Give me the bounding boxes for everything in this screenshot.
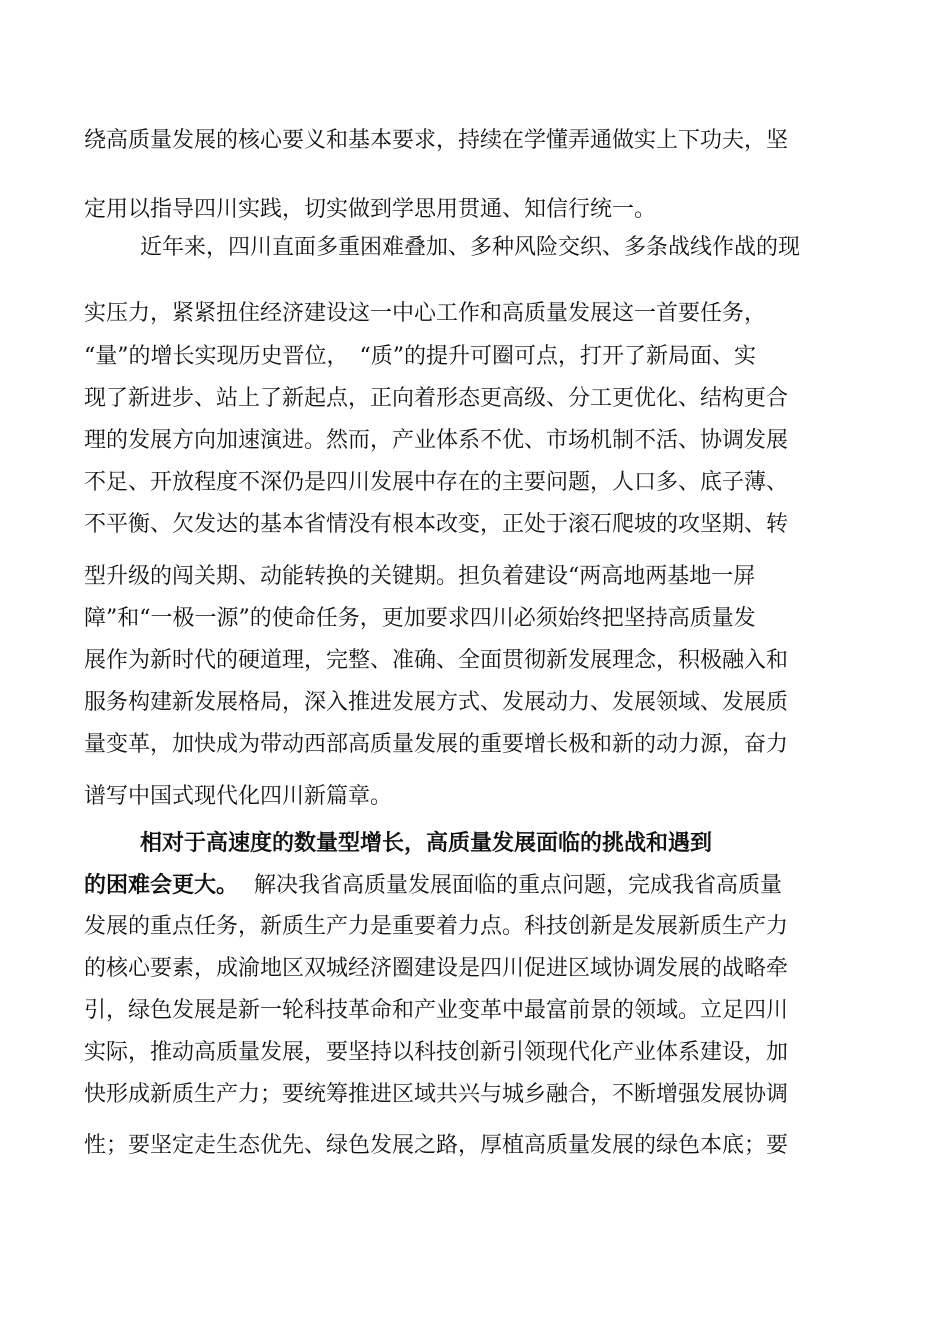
text-line: 型升级的闯关期、动能转换的关键期。担负着建设“两高地两基地一屏 [84, 564, 756, 589]
text-line: 实压力，紧紧扭住经济建设这一中心工作和高质量发展这一首要任务， [84, 301, 767, 326]
bold-heading-line: 相对于高速度的数量型增长，高质量发展面临的挑战和遇到 [140, 830, 713, 856]
text-line: 障”和“一极一源”的使命任务，更加要求四川必须始终把坚持高质量发 [84, 606, 756, 631]
text-line: 发展的重点任务，新质生产力是重要着力点。科技创新是发展新质生产力 [84, 914, 789, 939]
text-line: 的核心要素，成渝地区双城经济圈建设是四川促进区域协调发展的战略牵 [84, 956, 789, 981]
text-line: 展作为新时代的硬道理，完整、准确、全面贯彻新发展理念，积极融入和 [84, 648, 789, 673]
text-line: 服务构建新发展格局，深入推进发展方式、发展动力、发展领域、发展质 [84, 690, 789, 715]
text-line: 现了新进步、站上了新起点，正向着形态更高级、分工更优化、结构更合 [84, 386, 789, 411]
text-line: 不平衡、欠发达的基本省情没有根本改变，正处于滚石爬坡的攻坚期、转 [84, 512, 789, 537]
text-line: 近年来，四川直面多重困难叠加、多种风险交织、多条战线作战的现 [140, 235, 801, 260]
text-line: 量变革，加快成为带动西部高质量发展的重要增长极和新的动力源，奋力 [84, 732, 789, 757]
text-line: 谱写中国式现代化四川新篇章。 [84, 784, 393, 809]
bold-heading-tail: 的困难会更大。 [84, 872, 239, 898]
text-line: 定用以指导四川实践，切实做到学思用贯通、知信行统一。 [84, 197, 657, 222]
text-line: 绕高质量发展的核心要义和基本要求，持续在学懂弄通做实上下功夫，坚 [84, 128, 789, 153]
text-line: 引，绿色发展是新一轮科技革命和产业变革中最富前景的领域。立足四川 [84, 998, 789, 1023]
mixed-line [84, 870, 782, 901]
text-line: “量”的增长实现历史晋位， “质”的提升可圈可点，打开了新局面、实 [84, 344, 756, 369]
text-line: 实际，推动高质量发展，要坚持以科技创新引领现代化产业体系建设，加 [84, 1040, 789, 1065]
text-line: 快形成新质生产力；要统筹推进区域共兴与城乡融合，不断增强发展协调 [84, 1082, 789, 1107]
text-line: 性；要坚定走生态优先、绿色发展之路，厚植高质量发展的绿色本底；要 [84, 1133, 789, 1158]
text-line: 不足、开放程度不深仍是四川发展中存在的主要问题，人口多、底子薄、 [84, 470, 789, 495]
text-span: 解决我省高质量发展面临的重点问题，完成我省高质量 [254, 873, 783, 898]
text-line: 理的发展方向加速演进。然而，产业体系不优、市场机制不活、协调发展 [84, 428, 789, 453]
